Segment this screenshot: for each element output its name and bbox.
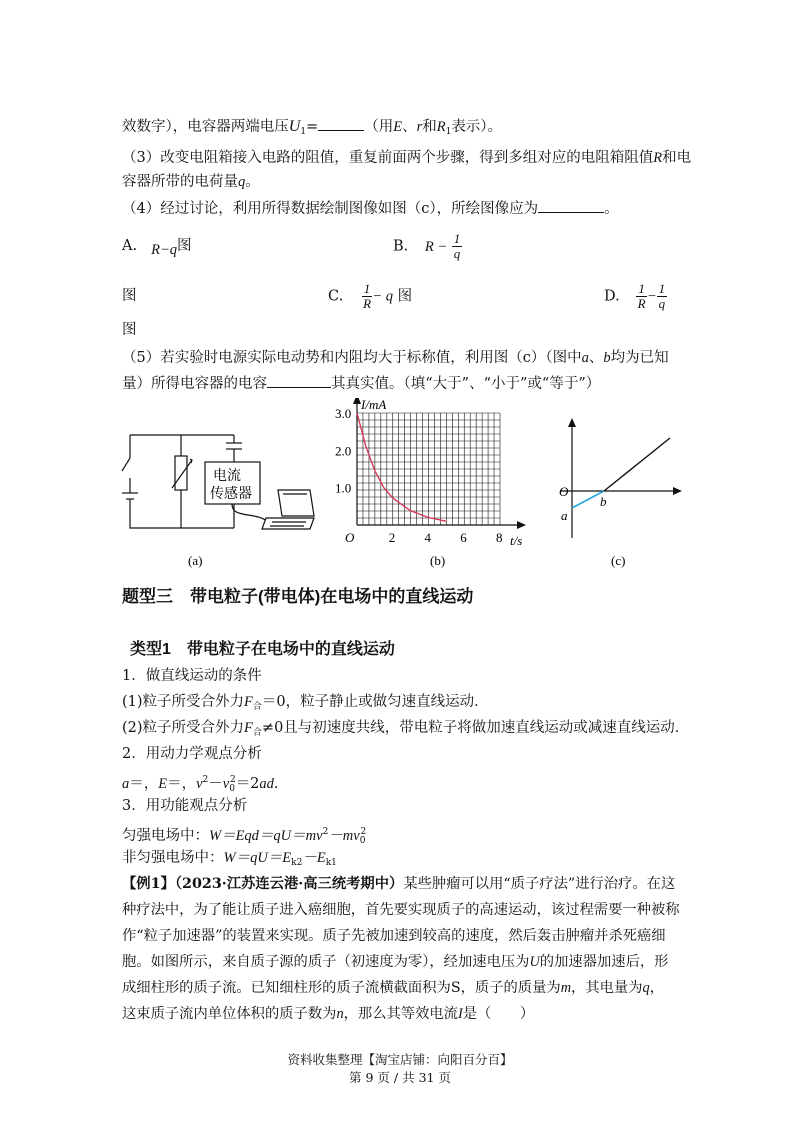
fig-c-x-arrow-icon — [673, 487, 682, 495]
y-axis-arrow-icon — [353, 398, 361, 404]
section-heading: 题型三 带电粒子(带电体)在电场中的直线运动 — [122, 587, 474, 606]
x-tick-label: 4 — [424, 530, 431, 545]
example-line-5: 成细柱形的质子流。已知细柱形的质子流横截面积为S，质子的质量为m，其电量为q， — [122, 980, 664, 996]
point-1-1: (1)粒子所受合外力$F_合=0$，粒子静止或做匀速直线运动． — [122, 694, 489, 712]
example-line-6: 这束质子流内单位体积的质子数为n，那么其等效电流I是（ ） — [122, 1006, 535, 1022]
footer-source: 资料收集整理【淘宝店铺：向阳百分百】 — [287, 1052, 513, 1067]
option-d: D. $\frac{1}{R}$ − $\frac{1}{q}$ — [604, 281, 666, 311]
option-b-wrap: 图 — [122, 288, 137, 304]
option-b: B. R − $\frac{1}{q}$ — [393, 231, 461, 261]
fig-c-b-label: b — [600, 494, 607, 509]
y-tick-label: 3.0 — [335, 406, 352, 421]
x-tick-label: 6 — [460, 530, 467, 545]
point-2: 2．用动力学观点分析 — [122, 746, 262, 762]
question-line-1: 效数字），电容器两端电压$U_1=$ （用E、r和$R_1$表示）。 — [122, 118, 503, 137]
answer-blank-graph — [538, 198, 604, 213]
x-axis-arrow-icon — [517, 521, 526, 529]
x-axis-label: t/s — [510, 533, 523, 548]
answer-blank-u1 — [318, 116, 364, 131]
point-1-2: (2)粒子所受合外力$F_合\ne 0$且与初速度共线，带电粒子将做加速直线运动或减速直线运动． — [122, 720, 690, 738]
example-line-3: 作“粒子加速器”的装置来实现。质子先被加速到较高的速度，然后轰击肿瘤并杀死癌细 — [122, 928, 666, 944]
example-line-2: 种疗法中，为了能让质子进入癌细胞，首先要实现质子的高速运动，该过程需要一种被称 — [122, 902, 680, 918]
q5-line-2: 量）所得电容器的电容 其真实值。（填“大于”、“小于”或“等于”） — [122, 373, 600, 394]
fig-c-a-label: a — [561, 508, 568, 523]
example-line-4: 胞。如图所示，来自质子源的质子（初速度为零），经加速电压为U的加速器加速后，形 — [122, 954, 669, 970]
fig-b-chart — [335, 398, 526, 548]
question-line-4: （4）经过讨论，利用所得数据绘制图像如图（c），所绘图像应为 。 — [122, 198, 619, 219]
fig-c-caption: (c) — [611, 553, 626, 568]
sensor-label-1: 电流 — [213, 469, 241, 484]
answer-blank-capacitance — [267, 373, 331, 388]
fig-c-line-above — [604, 438, 670, 491]
energy-formula-nonuniform: 非匀强电场中：$W=qU=E_{k2}-E_{k1}$ — [122, 850, 337, 868]
figures — [0, 398, 800, 578]
page-number: 第 9 页 / 共 31 页 — [349, 1070, 451, 1085]
example-line-1: 【例1】（2023·江苏连云港·高三统考期中）某些肿瘤可以用“质子疗法”进行治疗。在这 — [122, 876, 676, 892]
fig-c-y-arrow-icon — [568, 418, 576, 427]
option-c: C. $\frac{1}{R}$ − q 图 — [328, 281, 413, 311]
q5-line-1: （5）若实验时电源实际电动势和内阻均大于标称值，利用图（c）（图中a、b均为已知 — [122, 350, 669, 366]
x-tick-label: 8 — [496, 530, 503, 545]
point-1: 1．做直线运动的条件 — [122, 668, 262, 684]
fig-a-caption: (a) — [188, 553, 203, 568]
subsection-heading: 类型1 带电粒子在电场中的直线运动 — [130, 641, 395, 658]
question-line-2: （3）改变电阻箱接入电路的阻值，重复前面两个步骤，得到多组对应的电阻箱阻值R和电 — [122, 150, 692, 166]
energy-formula-uniform: 匀强电场中：$W=Eqd=qU=mv^2-mv_0^2$ — [122, 827, 367, 846]
option-a: A. R−q图 — [122, 238, 192, 258]
sensor-label-2: 传感器 — [210, 487, 252, 502]
fig-b-caption: (b) — [430, 553, 446, 568]
point-3: 3．用功能观点分析 — [122, 798, 248, 814]
question-line-3: 容器所带的电荷量q。 — [122, 174, 260, 190]
y-axis-label: I/mA — [361, 398, 387, 412]
origin-label: O — [345, 530, 355, 545]
x-tick-label: 2 — [388, 530, 396, 545]
fig-c-origin: O — [559, 484, 569, 499]
current-decay-curve — [357, 413, 446, 521]
y-tick-label: 2.0 — [335, 443, 352, 459]
y-tick-label: 1.0 — [335, 480, 352, 496]
fig-c-graph — [560, 418, 682, 538]
dynamics-formula: a＝，E＝，$v^2-v_0^2=2ad$. — [122, 775, 279, 794]
option-d-wrap: 图 — [122, 322, 137, 338]
